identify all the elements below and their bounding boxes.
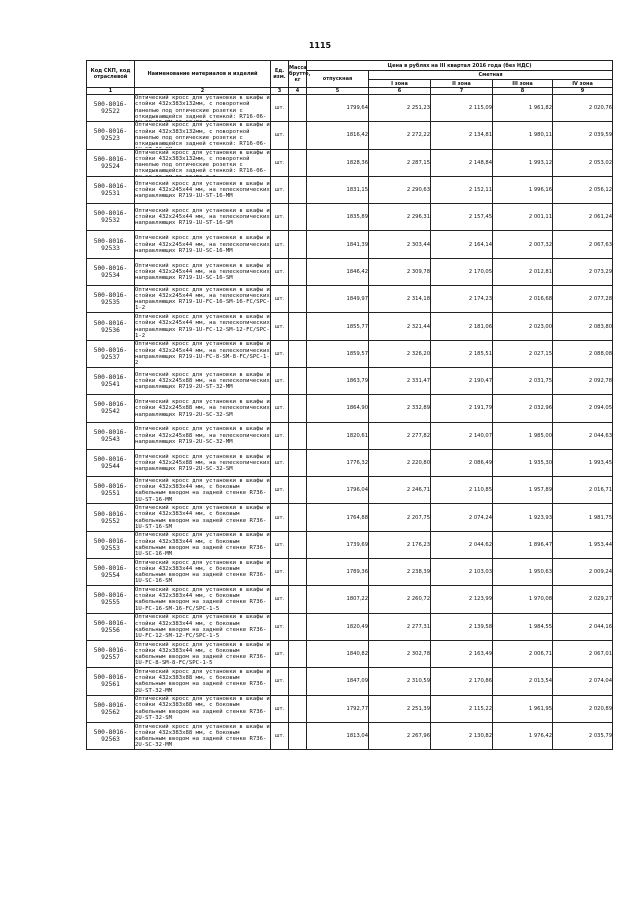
gross-mass bbox=[289, 176, 307, 203]
price-zone-2: 2 191,79 bbox=[431, 395, 493, 422]
unit-of-measure: шт. bbox=[271, 149, 289, 176]
table-row bbox=[87, 640, 613, 667]
product-name bbox=[135, 477, 271, 504]
price-zone-1: 2 246,71 bbox=[369, 477, 431, 504]
unit-of-measure: шт. bbox=[271, 286, 289, 313]
price-zone-2: 2 044,62 bbox=[431, 531, 493, 558]
product-name-text: Оптический кросс для установки в шкафы и стойки 432x383x132мм, с поворотной панелью под оптические розетки с откидывающейся задней стенкой: R716-06- bbox=[135, 149, 270, 175]
gross-mass bbox=[289, 449, 307, 476]
product-name-text: Оптический кросс для установки в шкафы и стойки 432x245x44 мм, на телескопических направляющих R719-1U-SC-16-MM bbox=[135, 235, 270, 254]
gross-mass bbox=[289, 258, 307, 285]
unit-of-measure: шт. bbox=[271, 559, 289, 586]
price-zone-4: 2 020,89 bbox=[553, 695, 613, 722]
price-zone-3: 1 896,47 bbox=[493, 531, 553, 558]
column-number: 3 bbox=[271, 88, 289, 95]
price-zone-4: 1 953,44 bbox=[553, 531, 613, 558]
product-name-text: Оптический кросс для установки в шкафы и стойки 432x245x44 мм, на телескопических направляющих R719-1U-ST-16-SM bbox=[135, 208, 270, 227]
price-zone-4: 2 035,79 bbox=[553, 722, 613, 749]
table-row bbox=[87, 559, 613, 586]
mass-column-header: Масса брутто, кг bbox=[289, 61, 307, 88]
price-zone-2: 2 185,51 bbox=[431, 340, 493, 367]
product-name bbox=[135, 395, 271, 422]
gross-mass bbox=[289, 559, 307, 586]
product-code: 500-8016-92523 bbox=[87, 122, 135, 149]
product-name-text: Оптический кросс для установки в шкафы и стойки 432x245x88 мм, на телескопических направляющих R719-2U-SC-32-SM bbox=[135, 453, 270, 473]
gross-mass bbox=[289, 668, 307, 695]
price-zone-4: 1 981,75 bbox=[553, 504, 613, 531]
product-name bbox=[135, 586, 271, 613]
price-zone-4: 2 053,02 bbox=[553, 149, 613, 176]
table-row bbox=[87, 258, 613, 285]
gross-mass bbox=[289, 613, 307, 640]
unit-of-measure: шт. bbox=[271, 586, 289, 613]
product-name bbox=[135, 258, 271, 285]
price-zone-3: 1 996,16 bbox=[493, 176, 553, 203]
product-code: 500-8016-92552 bbox=[87, 504, 135, 531]
gross-mass bbox=[289, 340, 307, 367]
price-table bbox=[86, 60, 613, 750]
price-zone-1: 2 314,18 bbox=[369, 286, 431, 313]
column-number: 5 bbox=[307, 88, 369, 95]
product-code: 500-8016-92532 bbox=[87, 204, 135, 231]
price-zone-4: 2 094,05 bbox=[553, 395, 613, 422]
price-zone-4: 2 039,59 bbox=[553, 122, 613, 149]
release-price: 1859,57 bbox=[307, 340, 369, 367]
price-zone-4: 2 083,80 bbox=[553, 313, 613, 340]
product-code: 500-8016-92562 bbox=[87, 695, 135, 722]
unit-of-measure: шт. bbox=[271, 95, 289, 122]
price-zone-4: 2 077,28 bbox=[553, 286, 613, 313]
price-zone-3: 2 001,11 bbox=[493, 204, 553, 231]
price-zone-2: 2 086,49 bbox=[431, 449, 493, 476]
release-price: 1846,42 bbox=[307, 258, 369, 285]
product-name bbox=[135, 204, 271, 231]
price-zone-2: 2 148,84 bbox=[431, 149, 493, 176]
gross-mass bbox=[289, 367, 307, 394]
gross-mass bbox=[289, 695, 307, 722]
price-zone-1: 2 251,23 bbox=[369, 95, 431, 122]
table-row bbox=[87, 586, 613, 613]
gross-mass bbox=[289, 477, 307, 504]
price-zone-3: 1 970,08 bbox=[493, 586, 553, 613]
price-zone-3: 1 957,89 bbox=[493, 477, 553, 504]
price-zone-1: 2 287,15 bbox=[369, 149, 431, 176]
release-price: 1828,36 bbox=[307, 149, 369, 176]
release-price: 1813,04 bbox=[307, 722, 369, 749]
price-zone-1: 2 277,82 bbox=[369, 422, 431, 449]
product-name bbox=[135, 695, 271, 722]
price-zone-3: 1 961,82 bbox=[493, 95, 553, 122]
release-price: 1849,97 bbox=[307, 286, 369, 313]
table-row bbox=[87, 231, 613, 258]
price-zone-4: 2 009,24 bbox=[553, 559, 613, 586]
zone-1-header: I зона bbox=[369, 80, 431, 88]
table-row bbox=[87, 422, 613, 449]
price-zone-2: 2 170,05 bbox=[431, 258, 493, 285]
product-name bbox=[135, 367, 271, 394]
product-name-text: Оптический кросс для установки в шкафы и стойки 432x383x44 мм, с боковым кабельным вводом на задней стенке R736-1U-ST-16-MM bbox=[135, 477, 270, 503]
unit-of-measure: шт. bbox=[271, 367, 289, 394]
gross-mass bbox=[289, 722, 307, 749]
product-name bbox=[135, 122, 271, 149]
product-name-text: Оптический кросс для установки в шкафы и стойки 432x383x88 мм, с боковым кабельным вводом на задней стенке R736-2U-ST-32-MM bbox=[135, 668, 270, 694]
product-name bbox=[135, 95, 271, 122]
unit-of-measure: шт. bbox=[271, 449, 289, 476]
table-body bbox=[87, 95, 613, 750]
price-zone-1: 2 290,63 bbox=[369, 176, 431, 203]
unit-of-measure: шт. bbox=[271, 531, 289, 558]
price-zone-3: 2 032,96 bbox=[493, 395, 553, 422]
product-code: 500-8016-92541 bbox=[87, 367, 135, 394]
price-zone-1: 2 331,47 bbox=[369, 367, 431, 394]
product-name-text: Оптический кросс для установки в шкафы и стойки 432x245x44 мм, на телескопических направляющих R719-1U-ST-16-MM bbox=[135, 180, 270, 200]
price-zone-2: 2 134,81 bbox=[431, 122, 493, 149]
price-zone-2: 2 115,22 bbox=[431, 695, 493, 722]
price-zone-2: 2 140,07 bbox=[431, 422, 493, 449]
release-price: 1864,90 bbox=[307, 395, 369, 422]
product-name bbox=[135, 640, 271, 667]
release-price: 1831,15 bbox=[307, 176, 369, 203]
price-zone-4: 2 067,01 bbox=[553, 640, 613, 667]
product-name-text: Оптический кросс для установки в шкафы и стойки 432x245x44 мм, на телескопических направляющих R719-1U-FC-8-SM-8-FC/SPC-1-2 bbox=[135, 341, 270, 367]
price-zone-3: 1 923,93 bbox=[493, 504, 553, 531]
unit-of-measure: шт. bbox=[271, 258, 289, 285]
gross-mass bbox=[289, 586, 307, 613]
product-code: 500-8016-92553 bbox=[87, 531, 135, 558]
price-zone-2: 2 130,82 bbox=[431, 722, 493, 749]
price-zone-4: 2 073,29 bbox=[553, 258, 613, 285]
price-zone-4: 2 061,24 bbox=[553, 204, 613, 231]
price-zone-3: 1 984,55 bbox=[493, 613, 553, 640]
price-zone-1: 2 332,89 bbox=[369, 395, 431, 422]
price-zone-1: 2 277,31 bbox=[369, 613, 431, 640]
zone-2-header: II зона bbox=[431, 80, 493, 88]
table-row bbox=[87, 531, 613, 558]
estimate-price-header: Сметная bbox=[369, 71, 613, 80]
product-name bbox=[135, 149, 271, 176]
table-row bbox=[87, 204, 613, 231]
column-number: 8 bbox=[493, 88, 553, 95]
unit-of-measure: шт. bbox=[271, 340, 289, 367]
price-zone-2: 2 110,85 bbox=[431, 477, 493, 504]
price-zone-4: 2 044,16 bbox=[553, 613, 613, 640]
product-code: 500-8016-92534 bbox=[87, 258, 135, 285]
unit-of-measure: шт. bbox=[271, 695, 289, 722]
price-zone-2: 2 139,58 bbox=[431, 613, 493, 640]
gross-mass bbox=[289, 122, 307, 149]
product-name bbox=[135, 340, 271, 367]
price-zone-1: 2 321,44 bbox=[369, 313, 431, 340]
name-column-header: Наименование материалов и изделий bbox=[135, 61, 271, 88]
price-zone-3: 1 950,63 bbox=[493, 559, 553, 586]
price-zone-1: 2 176,23 bbox=[369, 531, 431, 558]
unit-of-measure: шт. bbox=[271, 640, 289, 667]
price-zone-1: 2 260,72 bbox=[369, 586, 431, 613]
gross-mass bbox=[289, 531, 307, 558]
table-row bbox=[87, 367, 613, 394]
table-row bbox=[87, 395, 613, 422]
table-row bbox=[87, 95, 613, 122]
column-number: 7 bbox=[431, 88, 493, 95]
gross-mass bbox=[289, 286, 307, 313]
release-price: 1764,88 bbox=[307, 504, 369, 531]
price-zone-2: 2 115,09 bbox=[431, 95, 493, 122]
table-row bbox=[87, 722, 613, 749]
column-number: 6 bbox=[369, 88, 431, 95]
product-code: 500-8016-92554 bbox=[87, 559, 135, 586]
release-price: 1835,89 bbox=[307, 204, 369, 231]
code-column-header: Код СКП, код отраслевой bbox=[87, 61, 135, 88]
product-name-text: Оптический кросс для установки в шкафы и стойки 432x245x88 мм, на телескопических направляющих R719-2U-SC-32-MM bbox=[135, 426, 270, 445]
product-code: 500-8016-92556 bbox=[87, 613, 135, 640]
product-name bbox=[135, 559, 271, 586]
unit-of-measure: шт. bbox=[271, 395, 289, 422]
unit-of-measure: шт. bbox=[271, 613, 289, 640]
table-row bbox=[87, 449, 613, 476]
price-zone-4: 2 067,63 bbox=[553, 231, 613, 258]
product-code: 500-8016-92536 bbox=[87, 313, 135, 340]
price-zone-3: 1 935,30 bbox=[493, 449, 553, 476]
gross-mass bbox=[289, 149, 307, 176]
unit-column-header: Ед. изм. bbox=[271, 61, 289, 88]
page-number: 1115 bbox=[308, 41, 332, 50]
price-zone-3: 1 993,12 bbox=[493, 149, 553, 176]
product-name bbox=[135, 531, 271, 558]
product-name bbox=[135, 722, 271, 749]
price-zone-1: 2 238,39 bbox=[369, 559, 431, 586]
release-price: 1799,64 bbox=[307, 95, 369, 122]
product-code: 500-8016-92542 bbox=[87, 395, 135, 422]
price-zone-4: 1 993,45 bbox=[553, 449, 613, 476]
price-zone-1: 2 303,44 bbox=[369, 231, 431, 258]
price-zone-4: 2 016,71 bbox=[553, 477, 613, 504]
product-name-text: Оптический кросс для установки в шкафы и стойки 432x383x44 мм, с боковым кабельным вводом на задней стенке R736-1U-FC-16-SM-16-FC/SPC-1-5 bbox=[135, 587, 270, 612]
product-name bbox=[135, 504, 271, 531]
release-price-header: отпускная bbox=[307, 71, 369, 88]
price-zone-4: 2 044,63 bbox=[553, 422, 613, 449]
product-code: 500-8016-92535 bbox=[87, 286, 135, 313]
release-price: 1820,49 bbox=[307, 613, 369, 640]
gross-mass bbox=[289, 204, 307, 231]
product-name-text: Оптический кросс для установки в шкафы и стойки 432x245x44 мм, на телескопических направляющих R719-1U-FC-12-SM-12-FC/SPC-1-2 bbox=[135, 314, 270, 339]
product-name-text: Оптический кросс для установки в шкафы и стойки 432x245x44 мм, на телескопических направляющих R719-1U-SC-16-SM bbox=[135, 262, 270, 282]
price-zone-2: 2 157,45 bbox=[431, 204, 493, 231]
product-name-text: Оптический кросс для установки в шкафы и стойки 432x383x132мм, с поворотной панелью под оптические розетки с откидывающейся задней стенкой: R716-06- bbox=[135, 122, 270, 148]
zone-4-header: IV зона bbox=[553, 80, 613, 88]
price-zone-1: 2 309,78 bbox=[369, 258, 431, 285]
price-zone-1: 2 272,22 bbox=[369, 122, 431, 149]
release-price: 1807,22 bbox=[307, 586, 369, 613]
zone-3-header: III зона bbox=[493, 80, 553, 88]
price-zone-4: 2 056,12 bbox=[553, 176, 613, 203]
product-code: 500-8016-92543 bbox=[87, 422, 135, 449]
unit-of-measure: шт. bbox=[271, 122, 289, 149]
table-row bbox=[87, 668, 613, 695]
product-name-text: Оптический кросс для установки в шкафы и стойки 432x383x44 мм, с боковым кабельным вводом на задней стенке R736-1U-FC-8-SM-8-FC/SPC-1-5 bbox=[135, 641, 270, 667]
price-zone-2: 2 164,14 bbox=[431, 231, 493, 258]
column-number: 1 bbox=[87, 88, 135, 95]
release-price: 1863,79 bbox=[307, 367, 369, 394]
price-zone-3: 1 980,11 bbox=[493, 122, 553, 149]
price-zone-2: 2 190,47 bbox=[431, 367, 493, 394]
unit-of-measure: шт. bbox=[271, 504, 289, 531]
product-name bbox=[135, 313, 271, 340]
unit-of-measure: шт. bbox=[271, 422, 289, 449]
price-zone-3: 2 023,00 bbox=[493, 313, 553, 340]
table-row bbox=[87, 613, 613, 640]
release-price: 1792,77 bbox=[307, 695, 369, 722]
release-price: 1847,09 bbox=[307, 668, 369, 695]
price-zone-2: 2 181,06 bbox=[431, 313, 493, 340]
price-zone-1: 2 310,59 bbox=[369, 668, 431, 695]
unit-of-measure: шт. bbox=[271, 722, 289, 749]
unit-of-measure: шт. bbox=[271, 668, 289, 695]
product-code: 500-8016-92563 bbox=[87, 722, 135, 749]
table-row bbox=[87, 504, 613, 531]
unit-of-measure: шт. bbox=[271, 231, 289, 258]
product-name-text: Оптический кросс для установки в шкафы и стойки 432x245x44 мм, на телескопических направляющих R719-1U-FC-16-SM-16-FC/SPC-1-2 bbox=[135, 286, 270, 312]
price-zone-4: 2 020,76 bbox=[553, 95, 613, 122]
price-zone-4: 2 092,78 bbox=[553, 367, 613, 394]
price-zone-3: 2 012,81 bbox=[493, 258, 553, 285]
price-zone-3: 2 027,15 bbox=[493, 340, 553, 367]
product-code: 500-8016-92555 bbox=[87, 586, 135, 613]
release-price: 1855,77 bbox=[307, 313, 369, 340]
product-name bbox=[135, 231, 271, 258]
column-number: 2 bbox=[135, 88, 271, 95]
price-zone-2: 2 174,23 bbox=[431, 286, 493, 313]
release-price: 1796,04 bbox=[307, 477, 369, 504]
price-zone-3: 2 016,68 bbox=[493, 286, 553, 313]
product-name-text: Оптический кросс для установки в шкафы и стойки 432x245x88 мм, на телескопических направляющих R719-2U-ST-32-MM bbox=[135, 371, 270, 391]
product-code: 500-8016-92531 bbox=[87, 176, 135, 203]
release-price: 1820,61 bbox=[307, 422, 369, 449]
product-name bbox=[135, 286, 271, 313]
price-zone-2: 2 074,24 bbox=[431, 504, 493, 531]
table-row bbox=[87, 286, 613, 313]
product-code: 500-8016-92544 bbox=[87, 449, 135, 476]
release-price: 1840,82 bbox=[307, 640, 369, 667]
price-zone-2: 2 103,03 bbox=[431, 559, 493, 586]
price-zone-3: 2 007,32 bbox=[493, 231, 553, 258]
product-name-text: Оптический кросс для установки в шкафы и стойки 432x383x44 мм, с боковым кабельным вводом на задней стенке R736-1U-SC-16-SM bbox=[135, 559, 270, 585]
price-zone-3: 1 985,00 bbox=[493, 422, 553, 449]
price-zone-4: 2 074,04 bbox=[553, 668, 613, 695]
product-name-text: Оптический кросс для установки в шкафы и стойки 432x383x88 мм, с боковым кабельным вводом на задней стенке R736-2U-SC-32-MM bbox=[135, 723, 270, 749]
product-code: 500-8016-92537 bbox=[87, 340, 135, 367]
price-zone-4: 2 088,08 bbox=[553, 340, 613, 367]
column-number: 4 bbox=[289, 88, 307, 95]
gross-mass bbox=[289, 504, 307, 531]
price-group-header: Цена в рублях на III квартал 2016 года (без НДС) bbox=[307, 61, 613, 71]
table-row bbox=[87, 176, 613, 203]
price-zone-1: 2 220,80 bbox=[369, 449, 431, 476]
price-zone-3: 2 031,75 bbox=[493, 367, 553, 394]
table-row bbox=[87, 477, 613, 504]
gross-mass bbox=[289, 395, 307, 422]
product-name bbox=[135, 422, 271, 449]
product-code: 500-8016-92533 bbox=[87, 231, 135, 258]
price-zone-2: 2 163,49 bbox=[431, 640, 493, 667]
release-price: 1739,69 bbox=[307, 531, 369, 558]
price-zone-1: 2 207,75 bbox=[369, 504, 431, 531]
gross-mass bbox=[289, 422, 307, 449]
product-name-text: Оптический кросс для установки в шкафы и стойки 432x383x44 мм, с боковым кабельным вводом на задней стенке R736-1U-SC-16-MM bbox=[135, 532, 270, 558]
price-zone-1: 2 296,31 bbox=[369, 204, 431, 231]
product-name-text: Оптический кросс для установки в шкафы и стойки 432x383x88 мм, с боковым кабельным вводом на задней стенке R736-2U-ST-32-SM bbox=[135, 696, 270, 721]
table-row bbox=[87, 313, 613, 340]
product-code: 500-8016-92561 bbox=[87, 668, 135, 695]
release-price: 1776,32 bbox=[307, 449, 369, 476]
product-code: 500-8016-92551 bbox=[87, 477, 135, 504]
gross-mass bbox=[289, 231, 307, 258]
product-name bbox=[135, 613, 271, 640]
table-row bbox=[87, 695, 613, 722]
price-zone-2: 2 123,99 bbox=[431, 586, 493, 613]
product-code: 500-8016-92557 bbox=[87, 640, 135, 667]
table-row bbox=[87, 122, 613, 149]
unit-of-measure: шт. bbox=[271, 477, 289, 504]
price-zone-1: 2 251,39 bbox=[369, 695, 431, 722]
price-zone-3: 1 976,42 bbox=[493, 722, 553, 749]
price-zone-3: 1 961,95 bbox=[493, 695, 553, 722]
product-name bbox=[135, 176, 271, 203]
gross-mass bbox=[289, 95, 307, 122]
product-name bbox=[135, 449, 271, 476]
table-row bbox=[87, 149, 613, 176]
gross-mass bbox=[289, 313, 307, 340]
price-zone-2: 2 170,86 bbox=[431, 668, 493, 695]
unit-of-measure: шт. bbox=[271, 176, 289, 203]
product-code: 500-8016-92524 bbox=[87, 149, 135, 176]
release-price: 1816,42 bbox=[307, 122, 369, 149]
release-price: 1841,39 bbox=[307, 231, 369, 258]
price-zone-3: 2 006,71 bbox=[493, 640, 553, 667]
price-zone-3: 2 013,54 bbox=[493, 668, 553, 695]
unit-of-measure: шт. bbox=[271, 313, 289, 340]
table-row bbox=[87, 340, 613, 367]
product-code: 500-8016-92522 bbox=[87, 95, 135, 122]
release-price: 1789,36 bbox=[307, 559, 369, 586]
price-zone-1: 2 326,20 bbox=[369, 340, 431, 367]
gross-mass bbox=[289, 640, 307, 667]
product-name-text: Оптический кросс для установки в шкафы и стойки 432x383x44 мм, с боковым кабельным вводом на задней стенке R736-1U-ST-16-SM bbox=[135, 505, 270, 530]
price-zone-1: 2 267,96 bbox=[369, 722, 431, 749]
column-number: 9 bbox=[553, 88, 613, 95]
price-zone-1: 2 302,78 bbox=[369, 640, 431, 667]
product-name-text: Оптический кросс для установки в шкафы и стойки 432x245x88 мм, на телескопических направляющих R719-2U-SC-32-SM bbox=[135, 399, 270, 418]
product-name bbox=[135, 668, 271, 695]
unit-of-measure: шт. bbox=[271, 204, 289, 231]
price-zone-2: 2 152,11 bbox=[431, 176, 493, 203]
product-name-text: Оптический кросс для установки в шкафы и стойки 432x383x132мм, с поворотной панелью под оптические розетки с откидывающейся задней стенкой: R716-06- bbox=[135, 95, 270, 120]
product-name-text: Оптический кросс для установки в шкафы и стойки 432x383x44 мм, с боковым кабельным вводом на задней стенке R736-1U-FC-12-SM-12-FC/SPC-1-5 bbox=[135, 614, 270, 639]
price-zone-4: 2 029,27 bbox=[553, 586, 613, 613]
